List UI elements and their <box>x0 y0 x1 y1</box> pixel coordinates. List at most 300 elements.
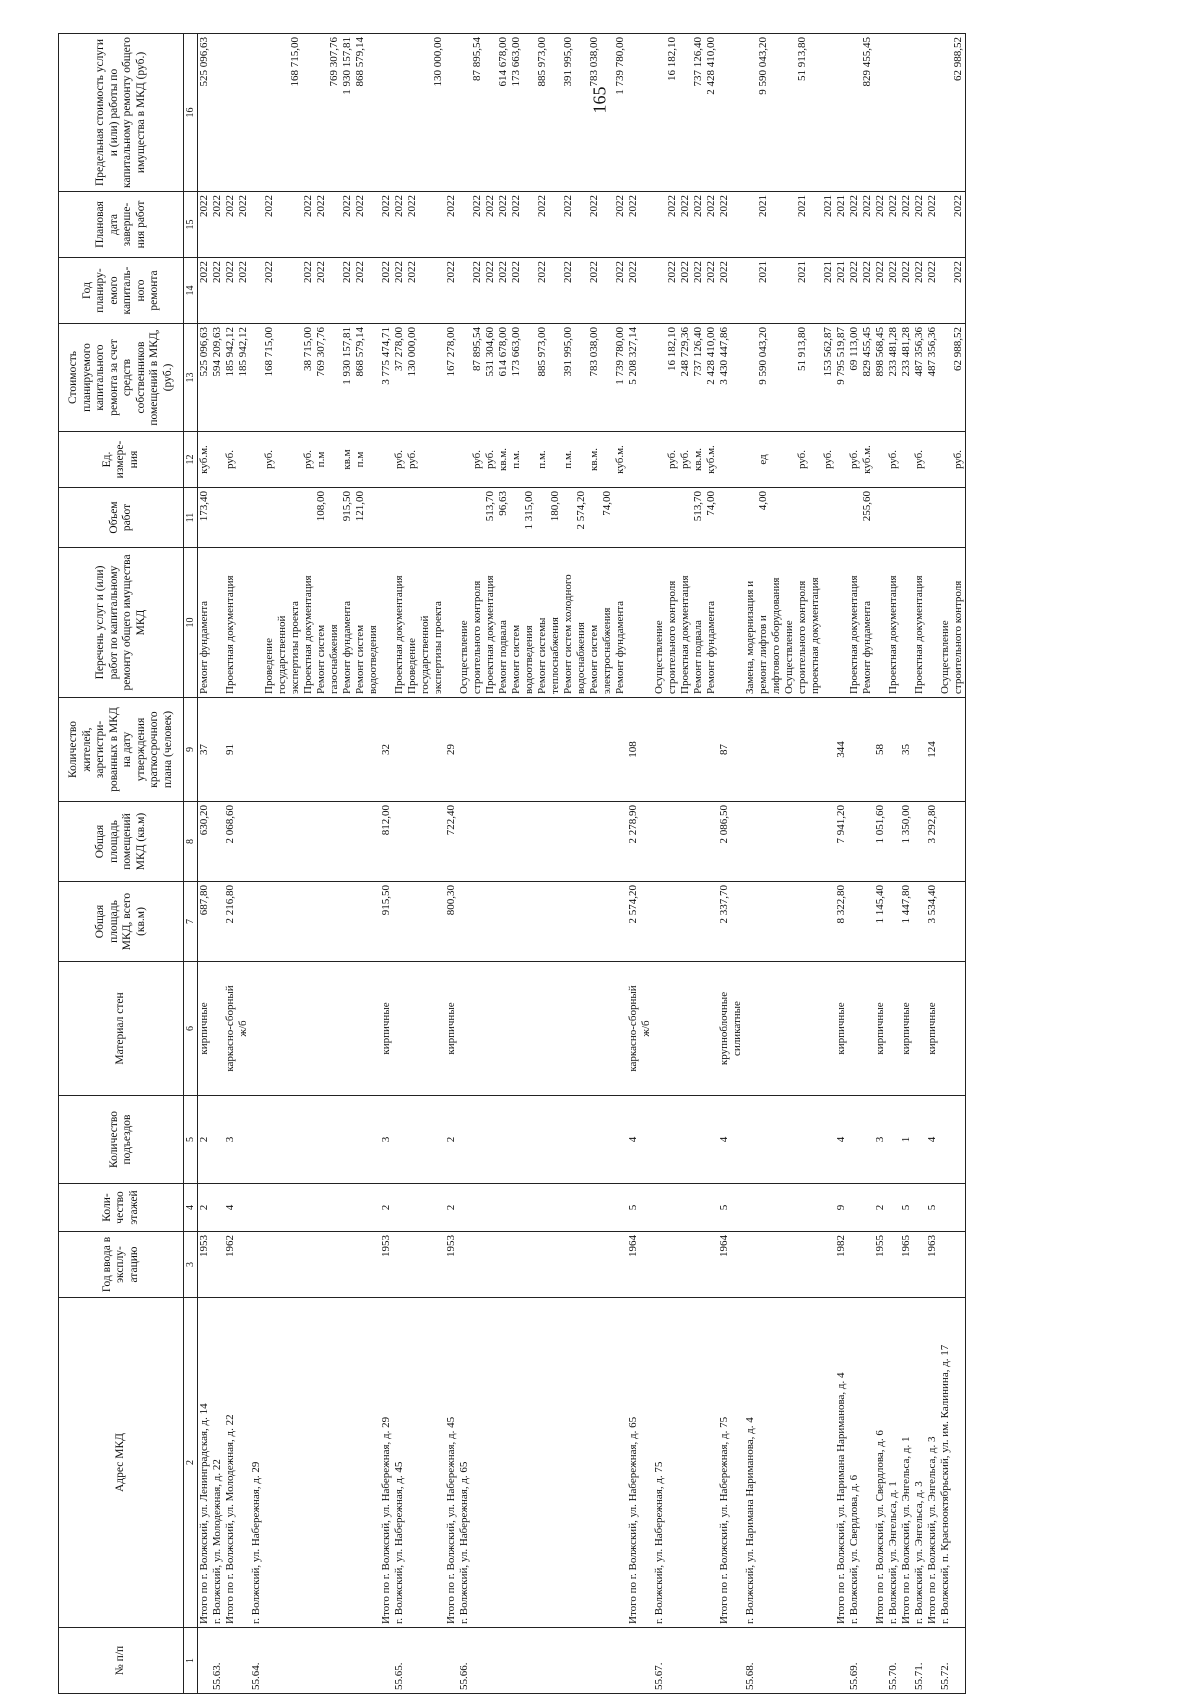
table-cell <box>224 1628 250 1694</box>
column-number: 13 <box>184 324 198 432</box>
table-cell: 630,20 <box>198 802 212 882</box>
table-cell <box>211 1232 224 1298</box>
table-cell <box>211 548 224 698</box>
table-cell <box>224 488 250 548</box>
table-cell: 5 <box>718 1184 744 1232</box>
table-header-row <box>59 34 184 1694</box>
table-cell: Итого по г. Волжский, ул. Молодежная, д. 22 <box>224 1298 250 1628</box>
table-cell: 87 <box>718 698 744 802</box>
table-cell: кирпичные <box>380 962 393 1096</box>
table-cell: 9 795 519,87 <box>835 324 848 432</box>
column-number: 10 <box>184 548 198 698</box>
table-cell <box>653 1184 718 1232</box>
table-row <box>874 34 887 1694</box>
table-cell: Итого по г. Волжский, ул. Набережная, д. 75 <box>718 1298 744 1628</box>
table-cell: 525 096,63 <box>198 324 212 432</box>
table-cell: 91 <box>224 698 250 802</box>
table-cell: 55.71. <box>913 1628 926 1694</box>
table-cell: 2022 <box>380 192 393 258</box>
table-cell <box>744 1096 835 1184</box>
table-cell <box>913 802 926 882</box>
table-cell <box>900 34 913 192</box>
table-cell: 87 895,54 614 678,00 173 663,00 885 973,00 391 995,00 783 038,00 1 739 780,00 <box>458 34 627 192</box>
column-number: 2 <box>184 1298 198 1628</box>
table-cell: 5 <box>926 1184 939 1232</box>
table-cell: руб. руб. п.м кв.м п.м <box>250 432 380 488</box>
table-cell: 9 590 043,20 51 913,80 <box>744 34 835 192</box>
table-cell: 2022 <box>887 258 900 324</box>
table-cell: 2022 <box>198 192 212 258</box>
table-cell <box>913 488 926 548</box>
table-cell <box>380 1628 393 1694</box>
table-cell <box>627 34 653 192</box>
table-cell <box>887 962 900 1096</box>
table-cell: 2022 2022 <box>848 258 874 324</box>
table-cell: кирпичные <box>835 962 848 1096</box>
table-row <box>913 34 926 1694</box>
table-cell: 2022 <box>445 192 458 258</box>
table-cell <box>848 698 874 802</box>
table-cell <box>848 1232 874 1298</box>
table-cell: 32 <box>380 698 393 802</box>
table-cell: 1964 <box>718 1232 744 1298</box>
table-cell: Проектная документация <box>887 548 900 698</box>
column-header: Год планиру-емого капиталь-ного ремонта <box>59 258 184 324</box>
table-cell <box>939 1184 966 1232</box>
table-cell <box>458 698 627 802</box>
table-cell <box>380 548 393 698</box>
table-cell <box>250 882 380 962</box>
table-cell: 2022 <box>900 258 913 324</box>
table-cell: 2 216,80 <box>224 882 250 962</box>
table-cell: Проектная документация Ремонт фундамента <box>848 548 874 698</box>
table-cell: г. Волжский, ул. Энгельса, д. 1 <box>887 1298 900 1628</box>
table-cell <box>250 962 380 1096</box>
table-cell: 898 568,45 <box>874 324 887 432</box>
table-cell: 2022 2022 2022 2022 2022 2022 2022 2022 <box>458 258 627 324</box>
table-cell: 108,00 915,50 121,00 <box>250 488 380 548</box>
table-cell <box>458 882 627 962</box>
table-cell: 4 <box>224 1184 250 1232</box>
table-cell: 2022 2022 <box>224 192 250 258</box>
table-row <box>835 34 848 1694</box>
table-cell: Итого по г. Волжский, ул. Энгельса, д. 3 <box>926 1298 939 1628</box>
table-cell: 5 <box>627 1184 653 1232</box>
table-cell: 2 <box>445 1184 458 1232</box>
table-cell: 525 096,63 <box>198 34 212 192</box>
table-cell: 1 447,80 <box>900 882 913 962</box>
column-header: Объем работ <box>59 488 184 548</box>
table-cell: 2 <box>874 1184 887 1232</box>
table-cell: 55.63. <box>211 1628 224 1694</box>
column-header: Общая площадь МКД, всего (кв.м) <box>59 882 184 962</box>
table-cell <box>887 1232 900 1298</box>
table-row <box>393 34 445 1694</box>
table-cell: 2 <box>380 1184 393 1232</box>
table-cell <box>250 1232 380 1298</box>
table-row <box>900 34 913 1694</box>
table-cell <box>250 802 380 882</box>
column-header: Коли-чество этажей <box>59 1184 184 1232</box>
column-header: Количество жителей, зарегистри-рованных в МКД на дату утверждения краткосрочного плана (человек) <box>59 698 184 802</box>
table-cell: 1963 <box>926 1232 939 1298</box>
table-cell <box>393 802 445 882</box>
table-cell <box>926 548 939 698</box>
table-row <box>718 34 744 1694</box>
column-number: 4 <box>184 1184 198 1232</box>
table-cell: 2 068,60 <box>224 802 250 882</box>
table-cell: 4 <box>926 1096 939 1184</box>
table-cell: 233 481,28 <box>887 324 900 432</box>
table-cell: 2022 <box>926 192 939 258</box>
table-cell <box>211 802 224 882</box>
table-cell <box>627 488 653 548</box>
table-cell <box>718 1628 744 1694</box>
table-cell <box>458 1184 627 1232</box>
table-cell <box>939 882 966 962</box>
table-cell <box>380 34 393 192</box>
table-cell: 2021 <box>835 192 848 258</box>
table-cell: 1 051,60 <box>874 802 887 882</box>
column-number: 8 <box>184 802 198 882</box>
table-cell: 3 534,40 <box>926 882 939 962</box>
table-cell: 800,30 <box>445 882 458 962</box>
table-cell <box>380 432 393 488</box>
table-cell: Осуществление строительного контроля <box>939 548 966 698</box>
table-cell <box>744 882 835 962</box>
table-cell: 108 <box>627 698 653 802</box>
table-cell <box>913 1096 926 1184</box>
table-cell: куб.м. <box>198 432 212 488</box>
table-cell: 2021 2021 2021 <box>744 258 835 324</box>
column-header: Предельная стоимость услуги и (или) работы по капитальному ремонту общего имущества в МКД (руб.) <box>59 34 184 192</box>
table-cell: 2022 2022 <box>224 258 250 324</box>
table-cell: г. Волжский, ул. Наримана Нариманова, д. 4 <box>744 1298 835 1628</box>
table-cell <box>393 962 445 1096</box>
table-cell: 3 292,80 <box>926 802 939 882</box>
table-cell <box>848 1184 874 1232</box>
table-cell: руб. руб. кв.м. куб.м. <box>653 432 718 488</box>
table-cell <box>458 1232 627 1298</box>
table-cell: 1953 <box>445 1232 458 1298</box>
table-cell: 2022 <box>874 258 887 324</box>
table-cell <box>718 548 744 698</box>
table-cell <box>835 488 848 548</box>
table-cell <box>913 34 926 192</box>
table-cell: 2022 <box>211 192 224 258</box>
table-cell: 167 278,00 <box>445 324 458 432</box>
table-cell: 1965 <box>900 1232 913 1298</box>
table-cell <box>393 1096 445 1184</box>
table-cell: г. Волжский, ул. Молодежная, д. 22 <box>211 1298 224 1628</box>
table-cell <box>874 432 887 488</box>
table-cell: 233 481,28 <box>900 324 913 432</box>
table-cell: 513,70 74,00 <box>653 488 718 548</box>
table-cell <box>445 432 458 488</box>
table-cell <box>887 882 900 962</box>
table-row <box>627 34 653 1694</box>
table-cell: 2022 <box>718 258 744 324</box>
table-cell: 594 209,63 <box>211 324 224 432</box>
table-cell: 2022 2022 <box>848 192 874 258</box>
table-cell <box>653 962 718 1096</box>
table-cell: 2022 <box>627 258 653 324</box>
table-cell <box>939 1232 966 1298</box>
table-cell <box>718 488 744 548</box>
table-cell: Итого по г. Волжский, ул. Набережная, д. 65 <box>627 1298 653 1628</box>
table-cell: 2022 2022 2022 2022 2022 <box>250 192 380 258</box>
table-cell: 829 455,45 <box>848 34 874 192</box>
table-cell: 1955 <box>874 1232 887 1298</box>
table-cell: 2022 <box>939 258 966 324</box>
column-header: Количество подъездов <box>59 1096 184 1184</box>
table-cell <box>848 882 874 962</box>
table-cell: 8 322,80 <box>835 882 848 962</box>
table-cell <box>926 1628 939 1694</box>
table-cell: г. Волжский, ул. Набережная, д. 65 <box>458 1298 627 1628</box>
table-cell: 915,50 <box>380 882 393 962</box>
table-cell: 255,60 <box>848 488 874 548</box>
capital-repair-plan-table <box>58 34 1198 1694</box>
table-cell: руб. <box>913 432 926 488</box>
table-cell: 2022 2022 2022 2022 <box>653 258 718 324</box>
table-cell: Итого по г. Волжский, ул. Ленинградская, д. 14 <box>198 1298 212 1628</box>
table-cell: 4 <box>718 1096 744 1184</box>
table-cell: 3 775 474,71 <box>380 324 393 432</box>
table-cell: 5 <box>900 1184 913 1232</box>
table-cell: 812,00 <box>380 802 393 882</box>
table-cell <box>744 802 835 882</box>
table-cell: 168 715,00 38 715,00 769 307,76 1 930 157,81 868 579,14 <box>250 324 380 432</box>
column-header: Плановая дата заверше-ния работ <box>59 192 184 258</box>
table-cell: 69 113,00 829 455,45 <box>848 324 874 432</box>
table-cell: 2022 <box>198 258 212 324</box>
table-cell <box>653 802 718 882</box>
table-cell <box>627 1628 653 1694</box>
table-cell <box>926 34 939 192</box>
table-row <box>198 34 212 1694</box>
table-cell: 55.66. <box>458 1628 627 1694</box>
column-header: Адрес МКД <box>59 1298 184 1628</box>
column-number: 15 <box>184 192 198 258</box>
table-cell <box>627 432 653 488</box>
table-row <box>458 34 627 1694</box>
table-cell: 2022 <box>718 192 744 258</box>
table-cell: 58 <box>874 698 887 802</box>
table-cell: 3 <box>874 1096 887 1184</box>
table-cell <box>653 882 718 962</box>
table-cell: 2022 2022 2022 2022 2022 2022 2022 2022 <box>458 192 627 258</box>
table-cell <box>250 698 380 802</box>
table-cell <box>393 1232 445 1298</box>
table-cell: 2022 2022 2022 2022 2022 <box>250 258 380 324</box>
table-cell <box>211 962 224 1096</box>
table-cell <box>900 488 913 548</box>
table-cell: 2 <box>198 1184 212 1232</box>
column-number-row <box>184 34 198 1694</box>
table-cell <box>835 34 848 192</box>
table-cell: Ремонт фундамента <box>198 548 212 698</box>
column-number: 16 <box>184 34 198 192</box>
table-cell <box>913 962 926 1096</box>
table-cell: Итого по г. Волжский, ул. Наримана Нариманова, д. 4 <box>835 1298 848 1628</box>
table-cell: 2022 2022 <box>393 258 445 324</box>
table-cell: 16 182,10 737 126,40 2 428 410,00 <box>653 34 718 192</box>
table-cell: 55.68. <box>744 1628 835 1694</box>
table-cell: Осуществление строительного контроля Проектная документация Ремонт подвала Ремонт фундамента <box>653 548 718 698</box>
table-cell: 5 208 327,14 <box>627 324 653 432</box>
table-cell: 3 <box>380 1096 393 1184</box>
table-cell <box>939 962 966 1096</box>
table-cell <box>744 698 835 802</box>
table-cell: 1982 <box>835 1232 848 1298</box>
table-row <box>926 34 939 1694</box>
column-number: 9 <box>184 698 198 802</box>
table-cell <box>211 698 224 802</box>
column-header: Материал стен <box>59 962 184 1096</box>
table-cell <box>913 1184 926 1232</box>
column-header: № п/п <box>59 1628 184 1694</box>
table-cell: 2 <box>445 1096 458 1184</box>
table-cell: 168 715,00 769 307,76 1 930 157,81 868 579,14 <box>250 34 380 192</box>
table-cell <box>458 802 627 882</box>
table-cell <box>900 432 913 488</box>
table-cell: г. Волжский, ул. Набережная, д. 45 <box>393 1298 445 1628</box>
table-cell: 2022 <box>627 192 653 258</box>
table-cell: 513,70 96,63 1 315,00 180,00 2 574,20 74,00 <box>458 488 627 548</box>
table-cell: 2022 2022 <box>393 192 445 258</box>
table-cell <box>393 1184 445 1232</box>
table-cell <box>939 802 966 882</box>
table-cell: 9 <box>835 1184 848 1232</box>
table-cell <box>393 882 445 962</box>
table-cell: 55.69. <box>848 1628 874 1694</box>
table-cell: руб. <box>939 432 966 488</box>
table-cell <box>835 1628 848 1694</box>
table-cell: 2022 <box>926 258 939 324</box>
table-row <box>211 34 224 1694</box>
table-cell <box>211 34 224 192</box>
table-cell <box>848 962 874 1096</box>
table-cell <box>848 1096 874 1184</box>
table-cell: 2022 2022 2022 2022 <box>653 192 718 258</box>
table-cell: 87 895,54 531 304,60 614 678,00 173 663,00 885 973,00 391 995,00 783 038,00 1 739 780,00 <box>458 324 627 432</box>
table-cell: 2022 <box>874 192 887 258</box>
table-cell <box>887 802 900 882</box>
table-cell: 37 278,00 130 000,00 <box>393 324 445 432</box>
table-cell <box>380 488 393 548</box>
table-cell <box>211 488 224 548</box>
column-number: 14 <box>184 258 198 324</box>
table-cell <box>211 1184 224 1232</box>
table-cell: 7 941,20 <box>835 802 848 882</box>
table-cell <box>939 1096 966 1184</box>
table-cell: 722,40 <box>445 802 458 882</box>
table-cell <box>211 882 224 962</box>
table-row <box>250 34 380 1694</box>
table-cell <box>718 432 744 488</box>
table-cell: 1953 <box>198 1232 212 1298</box>
table-cell <box>887 1184 900 1232</box>
table-cell: кирпичные <box>926 962 939 1096</box>
table-cell <box>900 1628 913 1694</box>
table-cell: 2022 <box>900 192 913 258</box>
table-cell: 62 988,52 <box>939 324 966 432</box>
table-cell: Итого по г. Волжский, ул. Энгельса, д. 1 <box>900 1298 913 1628</box>
table-body <box>198 34 966 1694</box>
table-cell: 16 182,10 248 729,36 737 126,40 2 428 410,00 <box>653 324 718 432</box>
column-header: Общая площадь помещений МКД (кв.м) <box>59 802 184 882</box>
table-cell: 487 356,36 <box>913 324 926 432</box>
table-cell <box>926 432 939 488</box>
table-cell <box>874 488 887 548</box>
table-cell: 2 337,70 <box>718 882 744 962</box>
table-cell: кирпичные <box>900 962 913 1096</box>
table-cell <box>835 432 848 488</box>
table-cell: 62 988,52 <box>939 34 966 192</box>
column-number: 3 <box>184 1232 198 1298</box>
table-cell <box>653 1232 718 1298</box>
table-cell: 124 <box>926 698 939 802</box>
table-cell: 2 <box>198 1096 212 1184</box>
table-row <box>848 34 874 1694</box>
table-cell: руб. руб. <box>393 432 445 488</box>
table-cell: 1953 <box>380 1232 393 1298</box>
column-header: Перечень услуг и (или) работ по капитальному ремонту общего имущества МКД <box>59 548 184 698</box>
table-cell: каркасно-сборный ж/б <box>627 962 653 1096</box>
column-number: 7 <box>184 882 198 962</box>
table-cell <box>224 34 250 192</box>
table-cell <box>653 698 718 802</box>
table-cell <box>913 698 926 802</box>
table-cell: 1964 <box>627 1232 653 1298</box>
table-row <box>224 34 250 1694</box>
table-cell: 173,40 <box>198 488 212 548</box>
column-header: Ед. измере-ния <box>59 432 184 488</box>
table-cell: г. Волжский, п. Краснооктябрьский, ул. им. Калинина, д. 17 <box>939 1298 966 1628</box>
table-cell: 55.65. <box>393 1628 445 1694</box>
column-number: 6 <box>184 962 198 1096</box>
table-cell: 185 942,12 185 942,12 <box>224 324 250 432</box>
table-cell <box>900 548 913 698</box>
table-cell: руб. <box>224 432 250 488</box>
table-cell <box>445 34 458 192</box>
column-number: 5 <box>184 1096 198 1184</box>
table-cell <box>887 488 900 548</box>
table-cell <box>939 698 966 802</box>
table-cell: 487 356,36 <box>926 324 939 432</box>
table-cell <box>445 548 458 698</box>
table-cell: 2022 <box>380 258 393 324</box>
table-cell <box>458 962 627 1096</box>
table-cell: 55.67. <box>653 1628 718 1694</box>
table-cell <box>250 1096 380 1184</box>
table-row <box>887 34 900 1694</box>
table-cell: Осуществление строительного контроля Проектная документация Ремонт подвала Ремонт систем водоотведения Ремонт системы теплоснабжения Ремонт систем холодного водоснабжения Ремонт систем электроснабжения Ремонт фундамента <box>458 548 627 698</box>
table-cell: ед руб. руб. <box>744 432 835 488</box>
table-cell <box>848 802 874 882</box>
table-cell: 9 590 043,20 51 913,80 153 562,87 <box>744 324 835 432</box>
table-cell: 1 145,40 <box>874 882 887 962</box>
table-cell: 687,80 <box>198 882 212 962</box>
table-cell: 2 086,50 <box>718 802 744 882</box>
table-cell: 4 <box>835 1096 848 1184</box>
table-cell: 344 <box>835 698 848 802</box>
table-cell <box>913 1232 926 1298</box>
table-cell <box>887 698 900 802</box>
column-header: Год ввода в эксплу-атацию <box>59 1232 184 1298</box>
table-cell <box>393 488 445 548</box>
